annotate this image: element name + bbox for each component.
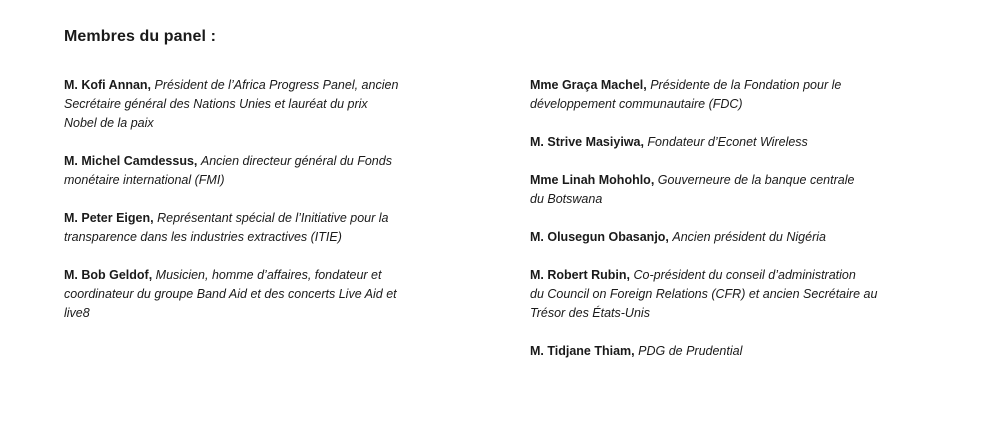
panel-member-entry bbox=[530, 228, 950, 247]
member-role: Fondateur d’Econet Wireless bbox=[647, 135, 808, 149]
member-name: M. Tidjane Thiam, bbox=[530, 344, 635, 358]
member-name: Mme Linah Mohohlo, bbox=[530, 173, 655, 187]
panel-member-entry bbox=[530, 342, 950, 361]
member-name: M. Kofi Annan, bbox=[64, 78, 152, 92]
panel-member-entry bbox=[530, 266, 950, 323]
member-name: M. Michel Camdessus, bbox=[64, 154, 198, 168]
member-name: M. Bob Geldof, bbox=[64, 268, 153, 282]
panel-member-entry bbox=[64, 266, 484, 323]
member-name: M. Olusegun Obasanjo, bbox=[530, 230, 669, 244]
member-name: M. Robert Rubin, bbox=[530, 268, 630, 282]
page-title: Membres du panel : bbox=[64, 28, 217, 45]
member-role: Musicien, homme d’affaires, fondateur et coordinateur du groupe Band Aid et des concerts Live Aid et live8 bbox=[64, 268, 397, 320]
panel-member-entry bbox=[64, 76, 484, 133]
panel-member-entry bbox=[530, 76, 950, 114]
panel-member-entry bbox=[530, 171, 950, 209]
panel-members-right-column bbox=[530, 76, 950, 380]
member-role: Présidente de la Fondation pour le développement communautaire (FDC) bbox=[530, 78, 842, 111]
panel-member-entry bbox=[64, 152, 484, 190]
member-role: Président de l’Africa Progress Panel, ancien Secrétaire général des Nations Unies et lauréat du prix Nobel de la paix bbox=[64, 78, 399, 130]
member-role: Co-président du conseil d’administration du Council on Foreign Relations (CFR) et ancien Secrétaire au Trésor des États-Unis bbox=[530, 268, 878, 320]
member-name: Mme Graça Machel, bbox=[530, 78, 647, 92]
member-role: Gouverneure de la banque centrale du Botswana bbox=[530, 173, 855, 206]
panel-members-left-column bbox=[64, 76, 484, 342]
member-role: Ancien président du Nigéria bbox=[672, 230, 826, 244]
member-role: Représentant spécial de l’Initiative pour la transparence dans les industries extractives (ITIE) bbox=[64, 211, 389, 244]
member-role: Ancien directeur général du Fonds monétaire international (FMI) bbox=[64, 154, 392, 187]
member-name: M. Peter Eigen, bbox=[64, 211, 154, 225]
panel-member-entry bbox=[530, 133, 950, 152]
member-name: M. Strive Masiyiwa, bbox=[530, 135, 644, 149]
member-role: PDG de Prudential bbox=[638, 344, 743, 358]
panel-member-entry bbox=[64, 209, 484, 247]
